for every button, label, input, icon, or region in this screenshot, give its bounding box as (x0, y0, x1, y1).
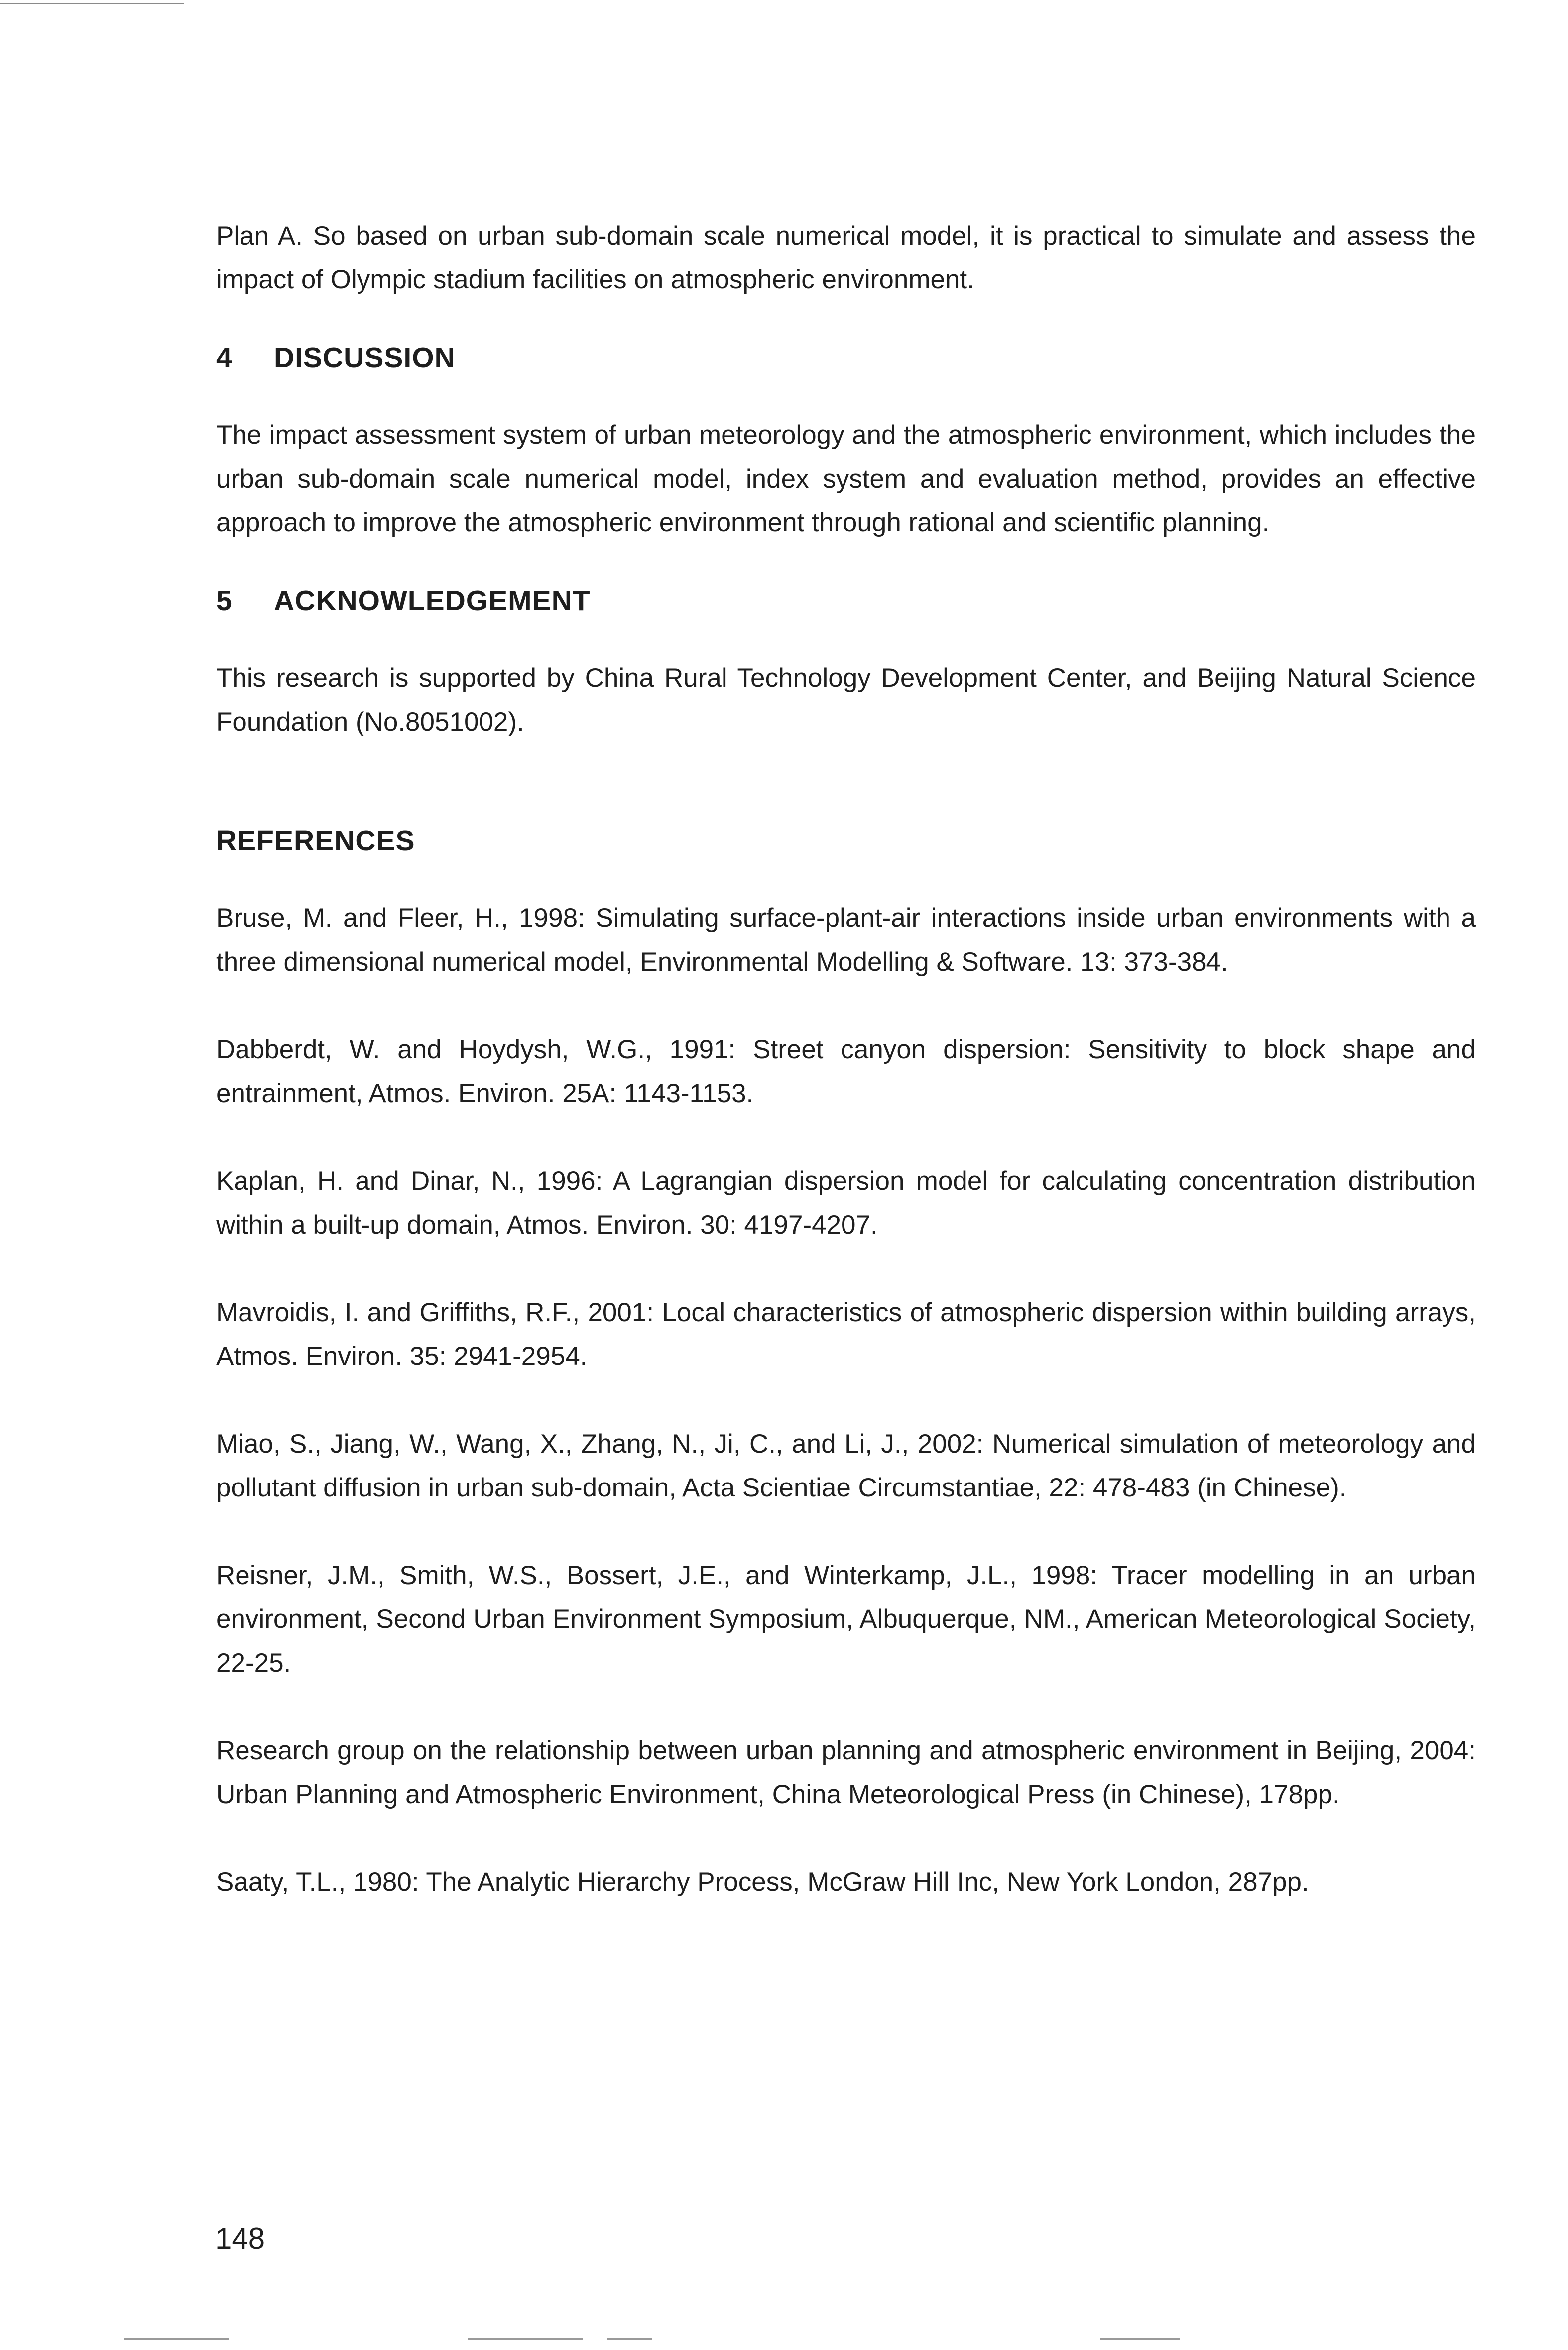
reference-list (216, 896, 1476, 1904)
reference-item: Dabberdt, W. and Hoydysh, W.G., 1991: Street canyon dispersion: Sensitivity to block shape and entrainment, Atmos. Environ. 25A: 1143-1153. (216, 1035, 1476, 1108)
reference-item: Saaty, T.L., 1980: The Analytic Hierarchy Process, McGraw Hill Inc, New York London, 287pp. (216, 1867, 1309, 1897)
reference-item: Mavroidis, I. and Griffiths, R.F., 2001: Local characteristics of atmospheric dispersion within building arrays, Atmos. Environ. 35: 2941-2954. (216, 1298, 1476, 1371)
intro-paragraph: Plan A. So based on urban sub-domain scale numerical model, it is practical to simulate and assess the impact of Olympic stadium facilities on atmospheric environment. (216, 221, 1476, 294)
bottom-scan-mark (468, 2338, 583, 2340)
reference-item: Bruse, M. and Fleer, H., 1998: Simulating surface-plant-air interactions inside urban environments with a three dimensional numerical model, Environmental Modelling & Software. 13: 373-384. (216, 903, 1476, 977)
spacer (216, 545, 1476, 579)
bottom-scan-mark (1100, 2338, 1180, 2340)
section-number: 4 (216, 342, 233, 373)
section-title: ACKNOWLEDGEMENT (274, 585, 591, 617)
spacer (216, 622, 1476, 656)
top-scan-rule (0, 3, 184, 4)
section-heading-acknowledgement (216, 579, 1476, 622)
discussion-paragraph: The impact assessment system of urban meteorology and the atmospheric environment, which includes the urban sub-domain scale numerical model, index system and evaluation method, provides an effective approach to improve the atmospheric environment through rational and scientific planning. (216, 420, 1476, 537)
section-number: 5 (216, 585, 233, 617)
section-title: DISCUSSION (274, 342, 456, 373)
page-number: 148 (215, 2222, 265, 2255)
bottom-scan-mark (607, 2338, 652, 2340)
bottom-scan-mark (124, 2338, 229, 2340)
page-body (216, 214, 1476, 1948)
spacer (216, 863, 1476, 896)
spacer (216, 744, 1476, 819)
spacer (216, 379, 1476, 413)
section-heading-discussion (216, 336, 1476, 379)
spacer (216, 302, 1476, 336)
references-heading: REFERENCES (216, 825, 415, 857)
reference-item: Kaplan, H. and Dinar, N., 1996: A Lagrangian dispersion model for calculating concentration distribution within a built-up domain, Atmos. Environ. 30: 4197-4207. (216, 1166, 1476, 1239)
acknowledgement-paragraph: This research is supported by China Rural Technology Development Center, and Beijing Natural Science Foundation (No.8051002). (216, 663, 1476, 737)
reference-item: Miao, S., Jiang, W., Wang, X., Zhang, N., Ji, C., and Li, J., 2002: Numerical simulation of meteorology and pollutant diffusion in urban sub-domain, Acta Scientiae Circumstantiae, 22: 478-483 (in Chinese). (216, 1429, 1476, 1502)
reference-item: Reisner, J.M., Smith, W.S., Bossert, J.E., and Winterkamp, J.L., 1998: Tracer modelling in an urban environment, Second Urban Environment Symposium, Albuquerque, NM., American Meteorological Society, 22-25. (216, 1561, 1476, 1678)
reference-item: Research group on the relationship between urban planning and atmospheric environment in Beijing, 2004: Urban Planning and Atmospheric Environment, China Meteorological Press (in Chinese), 178pp. (216, 1736, 1476, 1809)
